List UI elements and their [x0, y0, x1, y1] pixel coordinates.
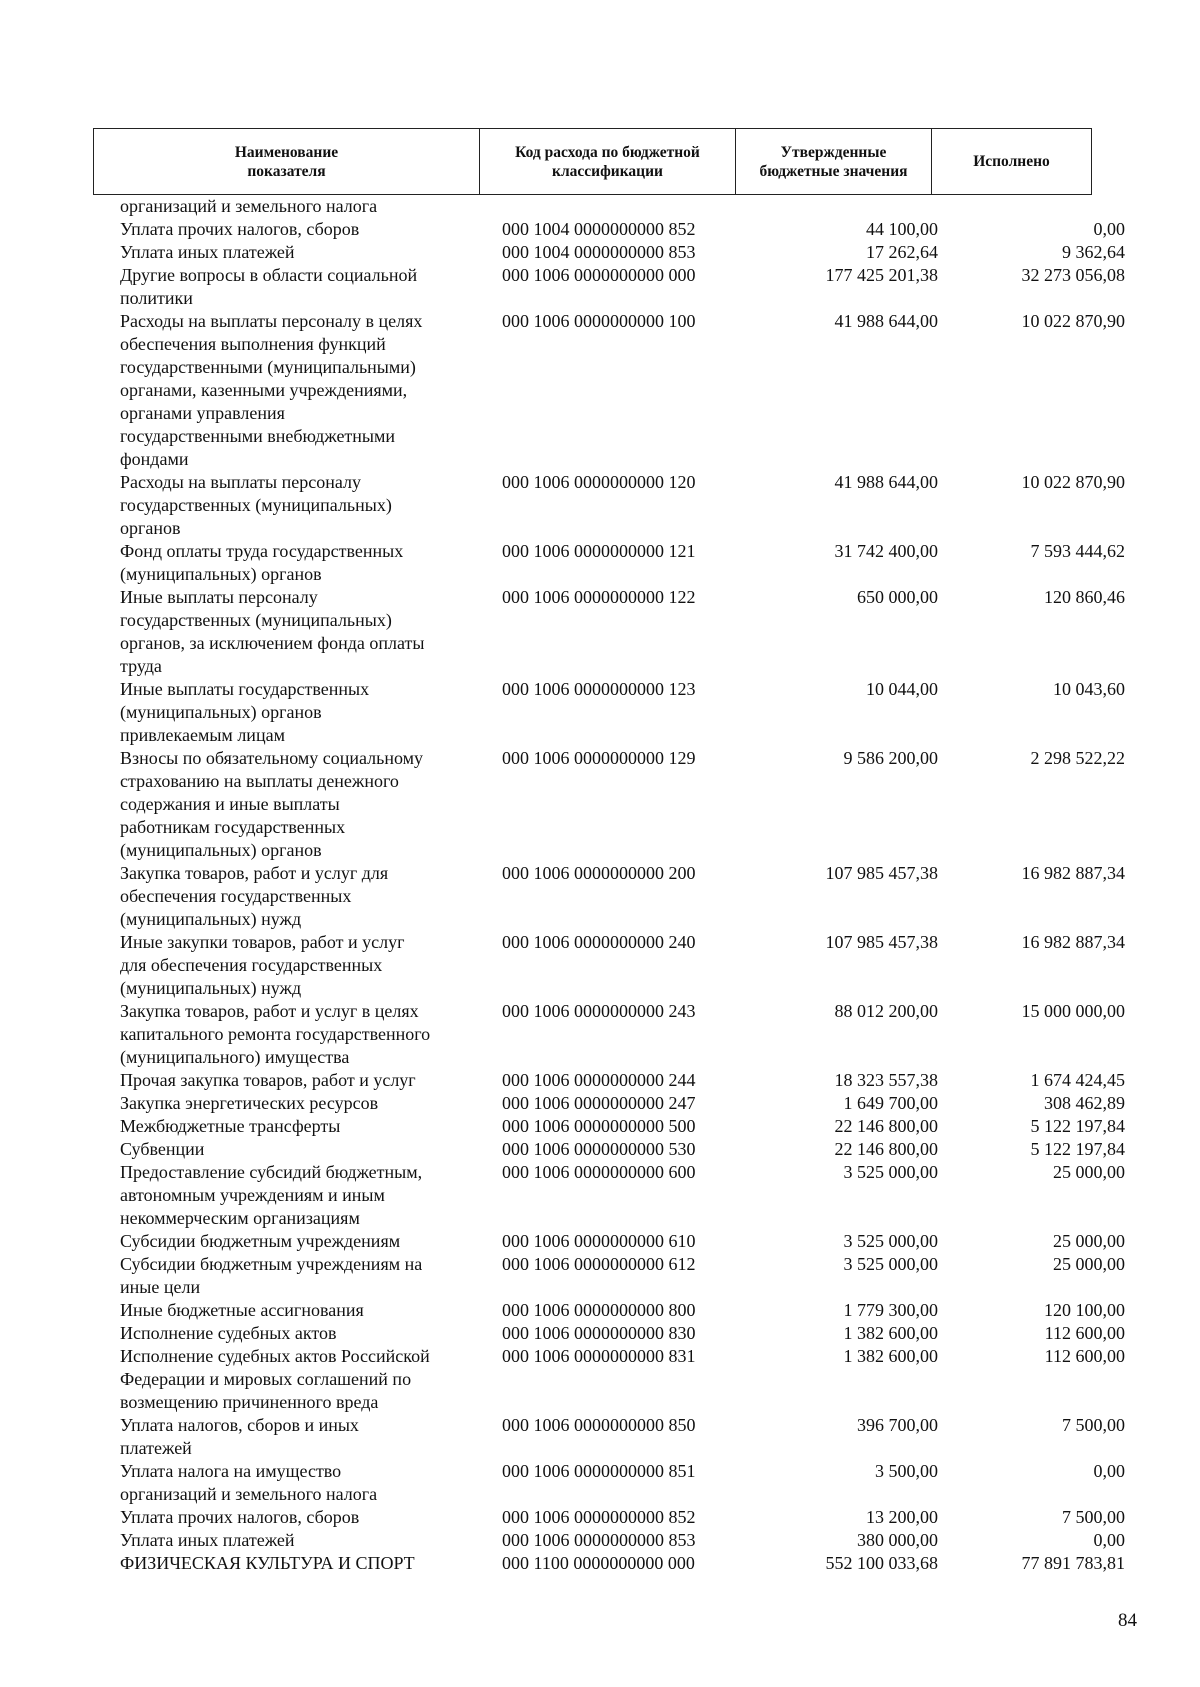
- row-approved: 380 000,00: [857, 1530, 938, 1550]
- row-approved: 3 525 000,00: [843, 1162, 938, 1182]
- row-approved: 107 985 457,38: [825, 932, 938, 952]
- row-executed: 1 674 424,45: [1030, 1070, 1125, 1090]
- row-name: Взносы по обязательному социальному страхованию на выплаты денежного содержания и иные выплаты работникам государственных (муниципальных) органов: [120, 748, 424, 860]
- row-code: 000 1006 0000000000 243: [502, 1001, 696, 1021]
- row-name: ФИЗИЧЕСКАЯ КУЛЬТУРА И СПОРТ: [120, 1553, 415, 1573]
- table-row: [0, 862, 1200, 931]
- table-row: [0, 1115, 1200, 1138]
- row-code: 000 1006 0000000000 129: [502, 748, 696, 768]
- row-name: Иные выплаты государственных (муниципальных) органов привлекаемым лицам: [120, 679, 370, 745]
- row-code: 000 1006 0000000000 851: [502, 1461, 696, 1481]
- table-row: [0, 1253, 1200, 1299]
- row-code: 000 1006 0000000000 600: [502, 1162, 696, 1182]
- row-name: Уплата налогов, сборов и иных платежей: [120, 1415, 359, 1458]
- header-approved-label: Утвержденные бюджетные значения: [759, 143, 908, 180]
- header-approved-cell: [736, 129, 932, 194]
- row-code: 000 1006 0000000000 853: [502, 1530, 696, 1550]
- row-approved: 10 044,00: [866, 679, 938, 699]
- row-name: Предоставление субсидий бюджетным, автономным учреждениям и иным некоммерческим организациям: [120, 1162, 423, 1228]
- page-number: 84: [1118, 1610, 1137, 1631]
- row-name: Иные бюджетные ассигнования: [120, 1300, 364, 1320]
- row-approved: 41 988 644,00: [834, 311, 938, 331]
- row-approved: 3 525 000,00: [843, 1254, 938, 1274]
- row-executed: 16 982 887,34: [1021, 932, 1125, 952]
- table-row: [0, 1299, 1200, 1322]
- row-executed: 25 000,00: [1053, 1162, 1125, 1182]
- row-name: Иные выплаты персоналу государственных (муниципальных) органов, за исключением фонда оплаты труда: [120, 587, 425, 676]
- table-row: [0, 1506, 1200, 1529]
- row-executed: 77 891 783,81: [1021, 1553, 1125, 1573]
- row-code: 000 1006 0000000000 831: [502, 1346, 696, 1366]
- row-executed: 16 982 887,34: [1021, 863, 1125, 883]
- row-code: 000 1006 0000000000 122: [502, 587, 696, 607]
- row-code: 000 1100 0000000000 000: [502, 1553, 695, 1573]
- row-approved: 3 500,00: [875, 1461, 938, 1481]
- table-row: [0, 1161, 1200, 1230]
- row-code: 000 1006 0000000000 100: [502, 311, 696, 331]
- table-row: [0, 1529, 1200, 1552]
- row-name: Расходы на выплаты персоналу государственных (муниципальных) органов: [120, 472, 392, 538]
- row-executed: 25 000,00: [1053, 1254, 1125, 1274]
- row-name: Прочая закупка товаров, работ и услуг: [120, 1070, 416, 1090]
- table-row: [0, 1345, 1200, 1414]
- row-code: 000 1006 0000000000 852: [502, 1507, 696, 1527]
- row-approved: 41 988 644,00: [834, 472, 938, 492]
- row-code: 000 1006 0000000000 121: [502, 541, 696, 561]
- row-name: Уплата иных платежей: [120, 1530, 295, 1550]
- row-executed: 10 043,60: [1053, 679, 1125, 699]
- table-row: [0, 1000, 1200, 1069]
- header-executed-cell: [932, 129, 1091, 194]
- row-code: 000 1006 0000000000 247: [502, 1093, 696, 1113]
- row-approved: 9 586 200,00: [843, 748, 938, 768]
- header-name-cell: [94, 129, 480, 194]
- row-code: 000 1006 0000000000 200: [502, 863, 696, 883]
- row-code: [502, 195, 722, 218]
- row-code: 000 1006 0000000000 120: [502, 472, 696, 492]
- row-code: 000 1004 0000000000 852: [502, 219, 696, 239]
- row-approved: 107 985 457,38: [825, 863, 938, 883]
- row-name: Другие вопросы в области социальной политики: [120, 265, 418, 308]
- row-approved: 650 000,00: [857, 587, 938, 607]
- row-executed: 112 600,00: [1044, 1346, 1125, 1366]
- row-executed: 32 273 056,08: [1021, 265, 1125, 285]
- table-row: [0, 586, 1200, 678]
- row-executed: 5 122 197,84: [1030, 1139, 1125, 1159]
- row-code: 000 1006 0000000000 530: [502, 1139, 696, 1159]
- row-name: Закупка энергетических ресурсов: [120, 1093, 379, 1113]
- table-row: [0, 540, 1200, 586]
- row-name: Исполнение судебных актов Российской Федерации и мировых соглашений по возмещению причиненного вреда: [120, 1346, 430, 1412]
- row-approved: 1 382 600,00: [843, 1323, 938, 1343]
- row-approved: 1 649 700,00: [843, 1093, 938, 1113]
- table-row: [0, 1322, 1200, 1345]
- table-row: [0, 1414, 1200, 1460]
- table-row: [0, 1552, 1200, 1575]
- row-executed: 120 100,00: [1044, 1300, 1125, 1320]
- row-executed: 308 462,89: [1044, 1093, 1125, 1113]
- table-row: [0, 931, 1200, 1000]
- row-code: 000 1006 0000000000 240: [502, 932, 696, 952]
- row-approved: 31 742 400,00: [834, 541, 938, 561]
- row-code: 000 1004 0000000000 853: [502, 242, 696, 262]
- header-code-cell: [480, 129, 736, 194]
- row-name: Субсидии бюджетным учреждениям на иные цели: [120, 1254, 423, 1297]
- row-name: Уплата прочих налогов, сборов: [120, 1507, 360, 1527]
- row-executed: 7 500,00: [1062, 1415, 1125, 1435]
- table-row: [0, 1460, 1200, 1506]
- row-executed: 5 122 197,84: [1030, 1116, 1125, 1136]
- row-approved: 18 323 557,38: [834, 1070, 938, 1090]
- row-executed: 0,00: [1093, 1461, 1125, 1481]
- row-code: 000 1006 0000000000 800: [502, 1300, 696, 1320]
- row-approved: 88 012 200,00: [834, 1001, 938, 1021]
- row-name: Закупка товаров, работ и услуг для обеспечения государственных (муниципальных) нужд: [120, 863, 389, 929]
- table-header: [93, 128, 1092, 195]
- row-name: Иные закупки товаров, работ и услуг для обеспечения государственных (муниципальных) нужд: [120, 932, 405, 998]
- row-name: Закупка товаров, работ и услуг в целях капитального ремонта государственного (муниципального) имущества: [120, 1001, 431, 1067]
- row-code: 000 1006 0000000000 000: [502, 265, 696, 285]
- row-executed: [938, 195, 1125, 218]
- row-executed: 112 600,00: [1044, 1323, 1125, 1343]
- table-row: [0, 195, 1200, 218]
- row-approved: 1 382 600,00: [843, 1346, 938, 1366]
- row-name: Фонд оплаты труда государственных (муниципальных) органов: [120, 541, 404, 584]
- table-row: [0, 678, 1200, 747]
- row-approved: 1 779 300,00: [843, 1300, 938, 1320]
- row-code: 000 1006 0000000000 123: [502, 679, 696, 699]
- row-name: Субвенции: [120, 1139, 205, 1159]
- table-row: [0, 218, 1200, 241]
- row-code: 000 1006 0000000000 830: [502, 1323, 696, 1343]
- row-approved: 177 425 201,38: [825, 265, 938, 285]
- table-row: [0, 241, 1200, 264]
- row-executed: 7 500,00: [1062, 1507, 1125, 1527]
- row-approved: 552 100 033,68: [825, 1553, 938, 1573]
- row-executed: 0,00: [1093, 219, 1125, 239]
- row-approved: 44 100,00: [866, 219, 938, 239]
- row-executed: 25 000,00: [1053, 1231, 1125, 1251]
- row-name: организаций и земельного налога: [120, 196, 378, 216]
- table-row: [0, 1069, 1200, 1092]
- row-executed: 10 022 870,90: [1021, 472, 1125, 492]
- row-name: Уплата прочих налогов, сборов: [120, 219, 360, 239]
- row-name: Расходы на выплаты персоналу в целях обеспечения выполнения функций государственными (муниципальными) органами, казенными учреждениями, органами управления государственными внебюджетными фондами: [120, 311, 423, 469]
- row-name: Исполнение судебных актов: [120, 1323, 337, 1343]
- table-row: [0, 1138, 1200, 1161]
- row-approved: 3 525 000,00: [843, 1231, 938, 1251]
- row-name: Межбюджетные трансферты: [120, 1116, 341, 1136]
- table-row: [0, 1092, 1200, 1115]
- row-approved: [722, 195, 938, 218]
- header-name-label: Наименование показателя: [234, 143, 339, 180]
- table-row: [0, 310, 1200, 471]
- table-row: [0, 471, 1200, 540]
- table-row: [0, 264, 1200, 310]
- row-code: 000 1006 0000000000 850: [502, 1415, 696, 1435]
- row-executed: 0,00: [1093, 1530, 1125, 1550]
- row-executed: 10 022 870,90: [1021, 311, 1125, 331]
- table-body: [0, 195, 1200, 1575]
- header-code-label: Код расхода по бюджетной классификации: [515, 143, 700, 180]
- row-name: Уплата налога на имущество организаций и земельного налога: [120, 1461, 378, 1504]
- row-approved: 17 262,64: [866, 242, 938, 262]
- row-executed: 2 298 522,22: [1030, 748, 1125, 768]
- row-executed: 15 000 000,00: [1021, 1001, 1125, 1021]
- row-code: 000 1006 0000000000 500: [502, 1116, 696, 1136]
- row-approved: 22 146 800,00: [834, 1139, 938, 1159]
- row-name: Уплата иных платежей: [120, 242, 295, 262]
- row-code: 000 1006 0000000000 244: [502, 1070, 696, 1090]
- row-code: 000 1006 0000000000 612: [502, 1254, 696, 1274]
- header-executed-label: Исполнено: [973, 153, 1050, 170]
- table-row: [0, 1230, 1200, 1253]
- row-name: Субсидии бюджетным учреждениям: [120, 1231, 401, 1251]
- table-row: [0, 747, 1200, 862]
- row-approved: 396 700,00: [857, 1415, 938, 1435]
- row-executed: 7 593 444,62: [1030, 541, 1125, 561]
- row-executed: 120 860,46: [1044, 587, 1125, 607]
- row-code: 000 1006 0000000000 610: [502, 1231, 696, 1251]
- row-executed: 9 362,64: [1062, 242, 1125, 262]
- row-approved: 22 146 800,00: [834, 1116, 938, 1136]
- row-approved: 13 200,00: [866, 1507, 938, 1527]
